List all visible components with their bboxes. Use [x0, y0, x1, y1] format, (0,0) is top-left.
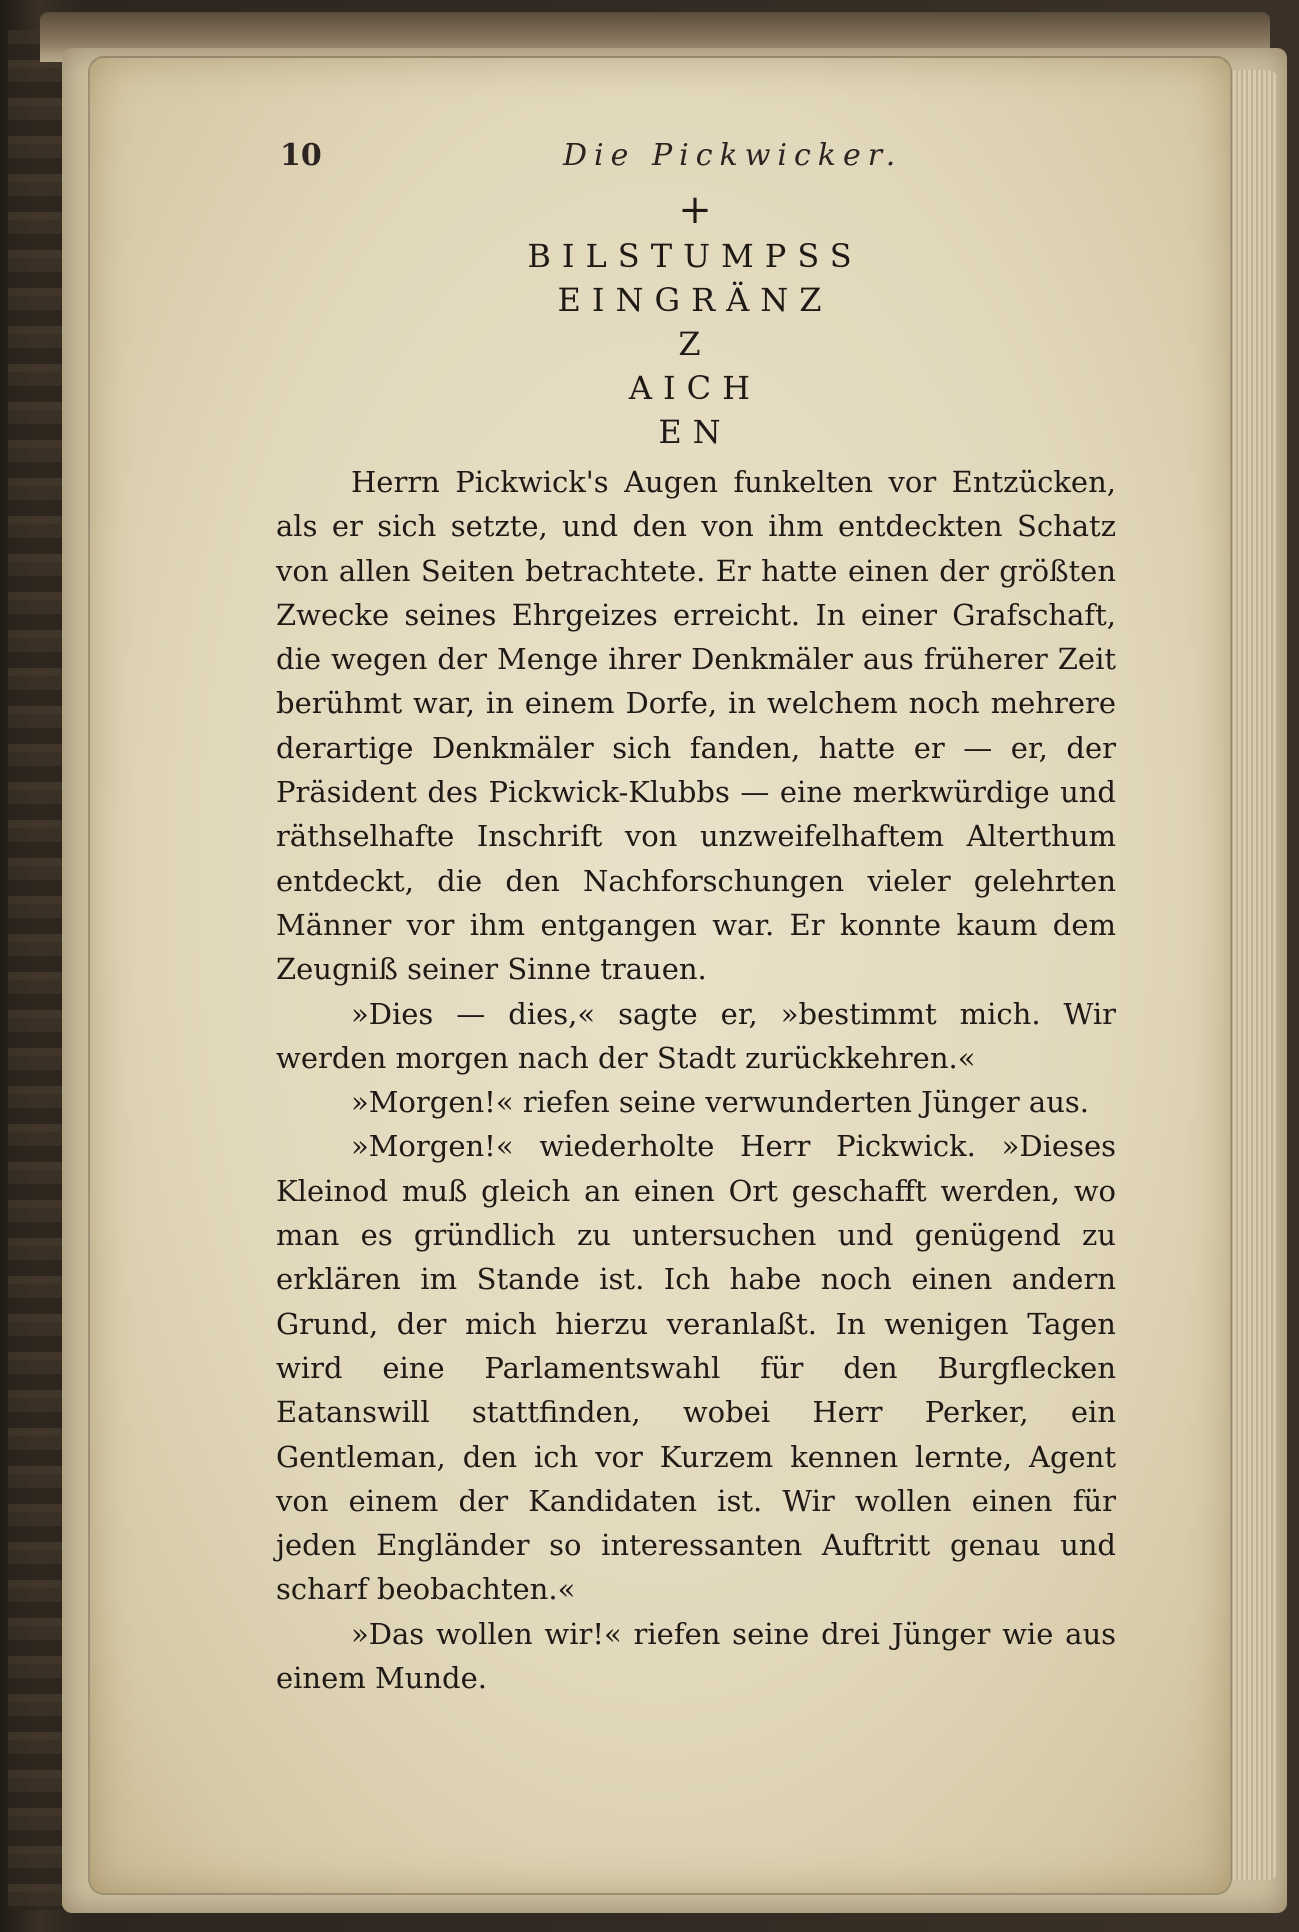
- inscription-line: EN: [658, 413, 732, 451]
- inscription-line: Z: [678, 325, 712, 363]
- paragraph: Herrn Pickwick's Augen funkelten vor Entzücken, als er sich setzte, und den von ihm entdeckten Schatz von allen Seiten betrachtete. Er hatte einen der größten Zwecke seines Ehrgeizes erreicht. In einer Grafschaft, die wegen der Menge ihrer Denkmäler aus früherer Zeit berühmt war, in einem Dorfe, in welchem noch mehrere derartige Denkmäler sich fanden, hatte er — er, der Präsident des Pickwick-Klubbs — eine merkwürdige und räthselhafte Inschrift von unzweifelhaftem Alterthum entdeckt, die den Nachforschungen vieler gelehrten Männer vor ihm entgangen war. Er konnte kaum dem Zeugniß seiner Sinne trauen.: [276, 465, 1116, 987]
- page-number: 10: [280, 138, 322, 173]
- paragraph: »Das wollen wir!« riefen seine drei Jünger wie aus einem Munde.: [276, 1616, 1116, 1696]
- body-text: [276, 460, 1116, 1700]
- paragraph: »Morgen!« wiederholte Herr Pickwick. »Dieses Kleinod muß gleich an einen Ort geschafft werden, wo man es gründlich zu untersuchen und genügend zu erklären im Stande ist. Ich habe noch einen andern Grund, der mich hierzu veranlaßt. In wenigen Tagen wird eine Parlamentswahl für den Burgflecken Eatanswill stattfinden, wobei Herr Perker, ein Gentleman, den ich vor Kurzem kennen lernte, Agent von einem der Kandidaten ist. Wir wollen einen für jeden Engländer so interessanten Auftritt genau und scharf beobachten.«: [276, 1129, 1116, 1607]
- inscription: [280, 187, 1110, 454]
- running-head: Die Pickwicker.: [563, 138, 903, 173]
- inscription-line: AICH: [628, 369, 762, 407]
- inscription-line: BILSTUMPSS: [527, 237, 863, 275]
- paragraph: »Dies — dies,« sagte er, »bestimmt mich. Wir werden morgen nach der Stadt zurückkehren.«: [276, 996, 1116, 1075]
- page-header: [280, 138, 1150, 178]
- inscription-line: EINGRÄNZ: [557, 281, 833, 319]
- inscription-cross: +: [678, 187, 712, 233]
- paragraph: »Morgen!« riefen seine verwunderten Jünger aus.: [351, 1085, 1089, 1120]
